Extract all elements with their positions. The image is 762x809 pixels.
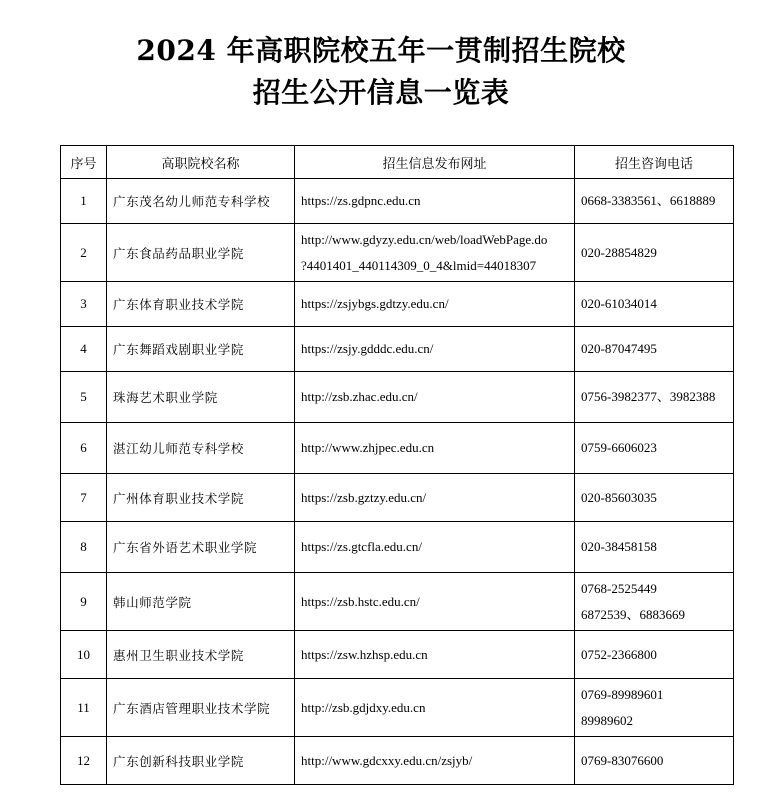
row-number: 10 bbox=[61, 631, 107, 679]
admission-url[interactable] bbox=[295, 679, 575, 737]
school-name: 广东创新科技职业学院 bbox=[107, 737, 295, 785]
school-name: 广东酒店管理职业技术学院 bbox=[107, 679, 295, 737]
admission-url[interactable] bbox=[295, 327, 575, 372]
row-number: 9 bbox=[61, 573, 107, 631]
table-row bbox=[61, 737, 734, 785]
consult-phone bbox=[575, 573, 734, 631]
table-row bbox=[61, 327, 734, 372]
table-row bbox=[61, 631, 734, 679]
table-header-row bbox=[61, 146, 734, 179]
row-number: 3 bbox=[61, 282, 107, 327]
admission-url-line[interactable]: http://www.gdcxxy.edu.cn/zsjyb/ bbox=[301, 752, 473, 768]
consult-phone-line: 0759-6606023 bbox=[581, 440, 657, 455]
row-number: 4 bbox=[61, 327, 107, 372]
table-row bbox=[61, 679, 734, 737]
admission-url[interactable] bbox=[295, 573, 575, 631]
document-title-line2: 招生公开信息一览表 bbox=[252, 76, 510, 109]
consult-phone bbox=[575, 372, 734, 423]
document-title-line1: 2024 年高职院校五年一贯制招生院校 bbox=[136, 34, 626, 67]
school-name: 湛江幼儿师范专科学校 bbox=[107, 423, 295, 474]
admission-url[interactable] bbox=[295, 372, 575, 423]
consult-phone bbox=[575, 423, 734, 474]
row-number: 12 bbox=[61, 737, 107, 785]
consult-phone bbox=[575, 327, 734, 372]
admission-url-line[interactable]: https://zsjy.gdddc.edu.cn/ bbox=[301, 341, 434, 356]
admission-url[interactable] bbox=[295, 474, 575, 522]
admission-url-line[interactable]: http://www.gdyzy.edu.cn/web/loadWebPage.do bbox=[301, 231, 548, 247]
admission-url[interactable] bbox=[295, 179, 575, 224]
row-number: 11 bbox=[61, 679, 107, 737]
consult-phone bbox=[575, 737, 734, 785]
admission-url-line[interactable]: https://zsb.hstc.edu.cn/ bbox=[301, 593, 420, 609]
admission-url-line[interactable]: http://zsb.gdjdxy.edu.cn bbox=[301, 699, 426, 715]
table-body bbox=[61, 179, 734, 785]
admission-url[interactable] bbox=[295, 282, 575, 327]
consult-phone-line: 020-87047495 bbox=[581, 341, 657, 356]
consult-phone-line: 0668-3383561、6618889 bbox=[581, 193, 716, 208]
admission-url[interactable] bbox=[295, 737, 575, 785]
consult-phone-line: 020-61034014 bbox=[581, 296, 657, 311]
consult-phone-line: 020-28854829 bbox=[581, 244, 657, 260]
row-number: 5 bbox=[61, 372, 107, 423]
consult-phone bbox=[575, 631, 734, 679]
table-row bbox=[61, 179, 734, 224]
admission-url[interactable] bbox=[295, 522, 575, 573]
consult-phone-line: 89989602 bbox=[581, 712, 633, 728]
admission-url-line[interactable]: https://zs.gdpnc.edu.cn bbox=[301, 193, 421, 208]
table-row bbox=[61, 224, 734, 282]
consult-phone bbox=[575, 224, 734, 282]
school-name: 惠州卫生职业技术学院 bbox=[107, 631, 295, 679]
admission-url[interactable] bbox=[295, 224, 575, 282]
header-url: 招生信息发布网址 bbox=[295, 146, 575, 179]
consult-phone bbox=[575, 679, 734, 737]
consult-phone bbox=[575, 474, 734, 522]
admission-url-line[interactable]: http://zsb.zhac.edu.cn/ bbox=[301, 389, 418, 404]
school-name: 广东舞蹈戏剧职业学院 bbox=[107, 327, 295, 372]
header-phone: 招生咨询电话 bbox=[575, 146, 734, 179]
admission-url-line[interactable]: http://www.zhjpec.edu.cn bbox=[301, 440, 435, 455]
consult-phone bbox=[575, 522, 734, 573]
row-number: 8 bbox=[61, 522, 107, 573]
admission-url[interactable] bbox=[295, 631, 575, 679]
row-number: 7 bbox=[61, 474, 107, 522]
table-row bbox=[61, 423, 734, 474]
consult-phone-line: 0752-2366800 bbox=[581, 646, 657, 662]
school-name: 广东食品药品职业学院 bbox=[107, 224, 295, 282]
admission-url-line[interactable]: ?4401401_440114309_0_4&lmid=44018307 bbox=[301, 257, 537, 273]
admission-url-line[interactable]: https://zsw.hzhsp.edu.cn bbox=[301, 646, 428, 662]
school-name: 广东茂名幼儿师范专科学校 bbox=[107, 179, 295, 224]
consult-phone-line: 020-38458158 bbox=[581, 539, 657, 554]
school-name: 广州体育职业技术学院 bbox=[107, 474, 295, 522]
consult-phone-line: 0769-89989601 bbox=[581, 686, 664, 702]
school-name: 广东体育职业技术学院 bbox=[107, 282, 295, 327]
row-number: 6 bbox=[61, 423, 107, 474]
header-school-name: 高职院校名称 bbox=[107, 146, 295, 179]
admission-url-line[interactable]: https://zsb.gztzy.edu.cn/ bbox=[301, 489, 427, 505]
table-row bbox=[61, 282, 734, 327]
row-number: 2 bbox=[61, 224, 107, 282]
consult-phone-line: 020-85603035 bbox=[581, 489, 657, 505]
consult-phone-line: 0769-83076600 bbox=[581, 752, 664, 768]
table-row bbox=[61, 522, 734, 573]
school-name: 韩山师范学院 bbox=[107, 573, 295, 631]
consult-phone bbox=[575, 179, 734, 224]
consult-phone-line: 0768-2525449 bbox=[581, 580, 657, 596]
admission-url-line[interactable]: https://zsjybgs.gdtzy.edu.cn/ bbox=[301, 296, 449, 311]
school-name: 广东省外语艺术职业学院 bbox=[107, 522, 295, 573]
school-name: 珠海艺术职业学院 bbox=[107, 372, 295, 423]
admission-url-line[interactable]: https://zs.gtcfla.edu.cn/ bbox=[301, 539, 422, 554]
header-no: 序号 bbox=[61, 146, 107, 179]
row-number: 1 bbox=[61, 179, 107, 224]
table-row bbox=[61, 372, 734, 423]
consult-phone bbox=[575, 282, 734, 327]
admissions-info-table bbox=[60, 145, 734, 785]
table-row bbox=[61, 573, 734, 631]
admission-url[interactable] bbox=[295, 423, 575, 474]
consult-phone-line: 0756-3982377、3982388 bbox=[581, 389, 716, 404]
table-row bbox=[61, 474, 734, 522]
consult-phone-line: 6872539、6883669 bbox=[581, 606, 686, 622]
